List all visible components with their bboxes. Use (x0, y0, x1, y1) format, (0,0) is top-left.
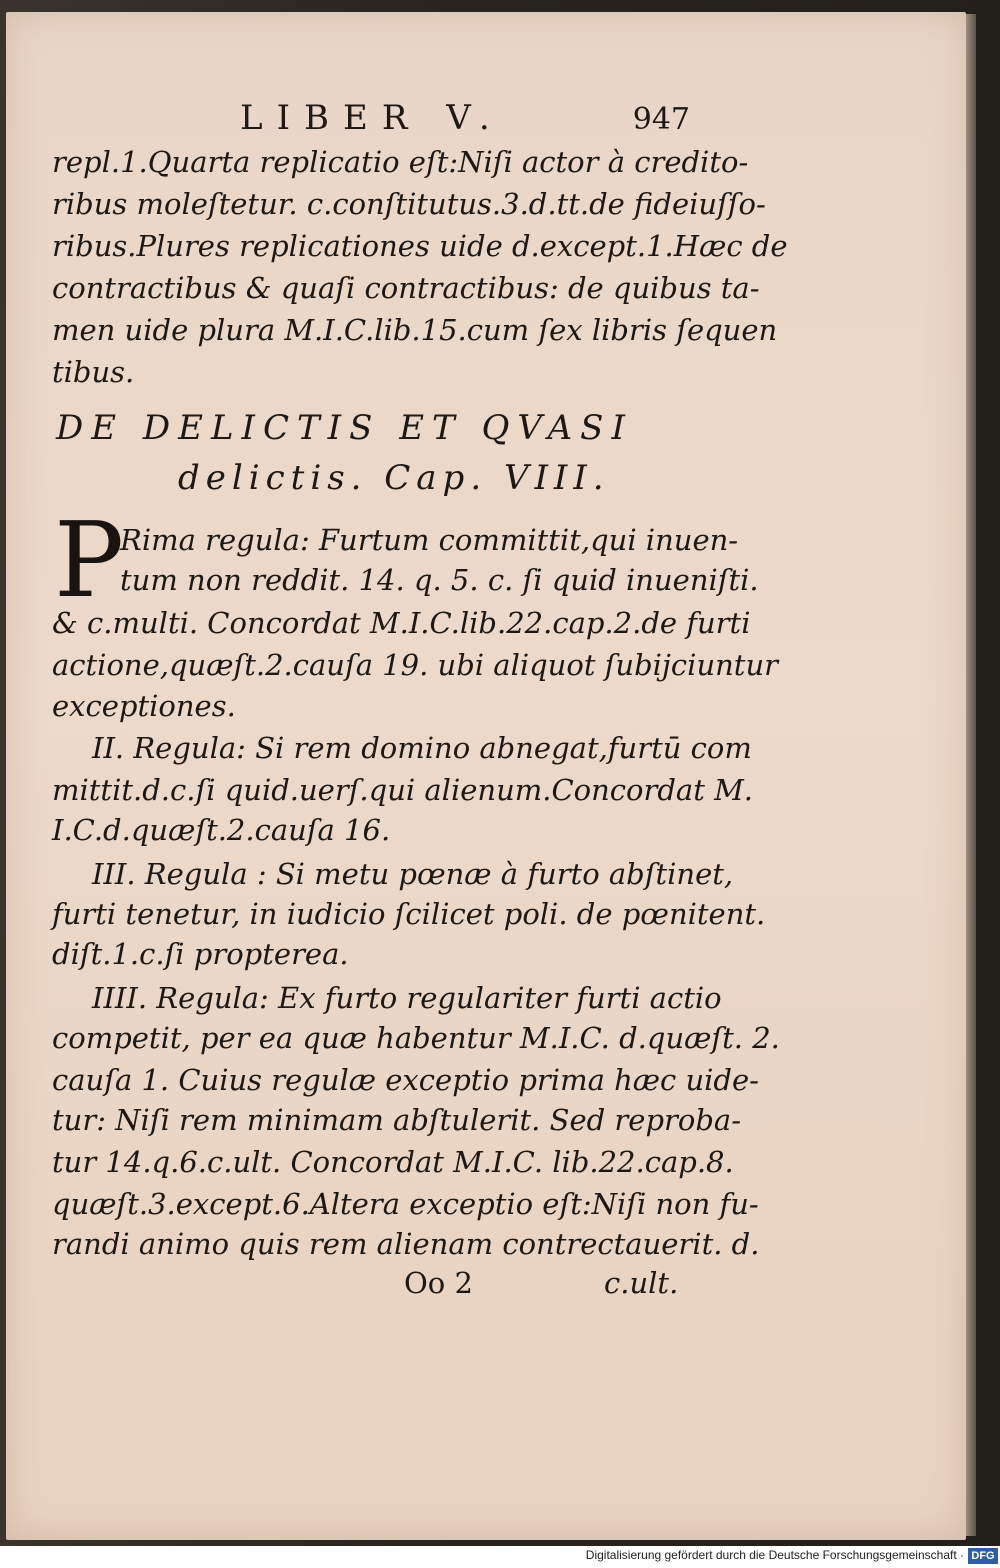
text-line: contractibus & quaſi contractibus: de quibus ta- (52, 271, 760, 305)
signature-mark: Oo 2 (404, 1266, 473, 1300)
chapter-subheading: delictis. Cap. VIII. (178, 458, 610, 498)
text-line: tur 14.q.6.c.ult. Concordat M.I.C. lib.22.cap.8. (52, 1145, 734, 1179)
text-line: IIII. Regula: Ex furto regulariter furti actio (92, 981, 722, 1015)
text-line: ribus.Plures replicationes uide d.except.1.Hæc de (52, 229, 788, 263)
page-header (240, 98, 690, 138)
text-line: actione,quæſt.2.cauſa 19. ubi aliquot ſubijciuntur (52, 648, 778, 682)
text-line: diſt.1.c.ſi propterea. (52, 937, 349, 971)
drop-cap: P (54, 499, 124, 621)
text-line: Rima regula: Furtum committit,qui inuen- (120, 523, 739, 557)
text-line: & c.multi. Concordat M.I.C.lib.22.cap.2.de furti (52, 606, 751, 640)
text-line: quæſt.3.except.6.Altera exceptio eſt:Niſi non fu- (52, 1187, 759, 1221)
catchword: c.ult. (604, 1266, 679, 1300)
text-line: exceptiones. (52, 689, 236, 723)
text-line: mittit.d.c.ſi quid.uerſ.qui alienum.Concordat M. (52, 773, 753, 807)
text-line: furti tenetur, in iudicio ſcilicet poli. de pœnitent. (52, 897, 766, 931)
dfg-logo-icon: DFG (968, 1548, 998, 1564)
text-line: men uide plura M.I.C.lib.15.cum ſex libris ſequen (52, 313, 778, 347)
text-line: III. Regula : Si metu pœnæ à furto abſtinet, (92, 857, 734, 891)
page-edge (966, 14, 976, 1536)
credit-text: Digitalisierung gefördert durch die Deutsche Forschungsgemeinschaft · (585, 1548, 964, 1562)
text-line: randi animo quis rem alienam contrectauerit. d. (52, 1227, 760, 1261)
text-line: tibus. (52, 355, 135, 389)
text-line: competit, per ea quæ habentur M.I.C. d.quæſt. 2. (52, 1021, 780, 1055)
text-line: ribus moleſtetur. c.conſtitutus.3.d.tt.de fideiuſſo- (52, 187, 766, 221)
chapter-heading: DE DELICTIS ET QVASI (56, 408, 633, 448)
running-title: LIBER V. (240, 98, 504, 138)
text-line: II. Regula: Si rem domino abnegat,furtū com (92, 731, 752, 765)
text-line: tum non reddit. 14. q. 5. c. ſi quid inueniſti. (120, 563, 759, 597)
text-line: repl.1.Quarta replicatio eſt:Niſi actor à credito- (52, 145, 749, 179)
text-line: cauſa 1. Cuius regulæ exceptio prima hæc uide- (52, 1063, 759, 1097)
text-line: I.C.d.quæſt.2.cauſa 16. (52, 813, 391, 847)
page-number: 947 (632, 102, 690, 137)
text-line: tur: Niſi rem minimam abſtulerit. Sed reproba- (52, 1103, 741, 1137)
